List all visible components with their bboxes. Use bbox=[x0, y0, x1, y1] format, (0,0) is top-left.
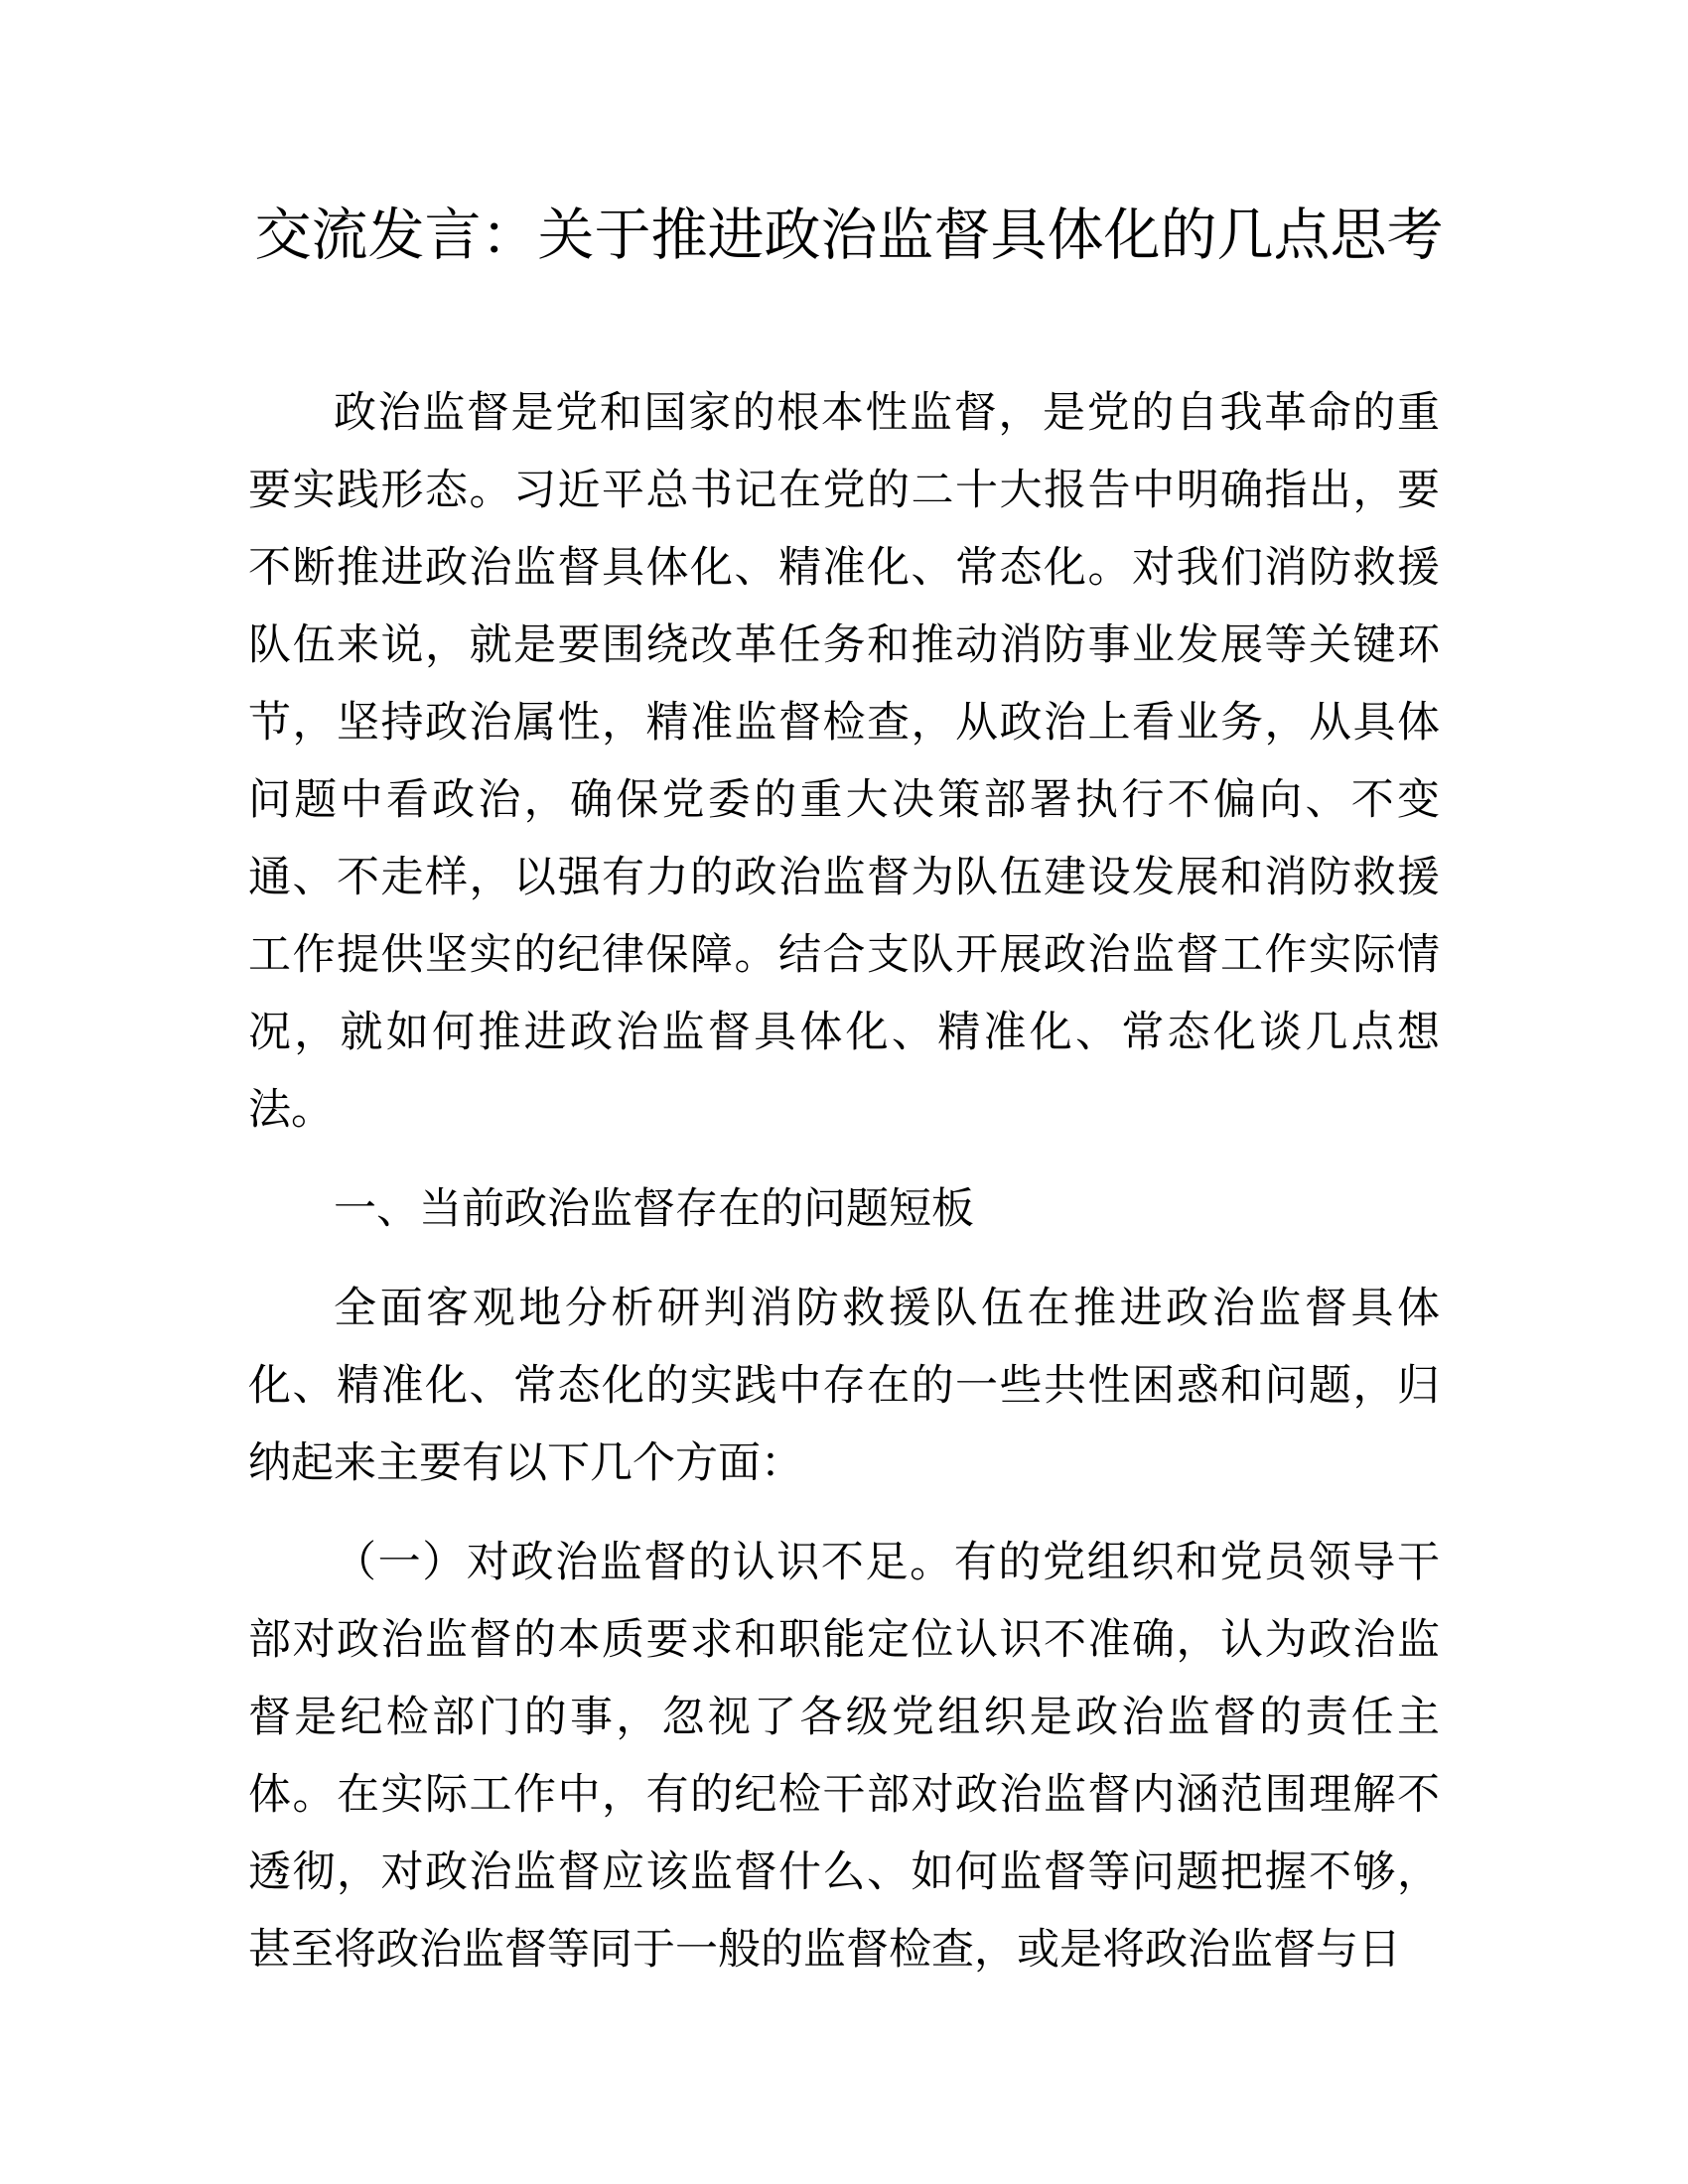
paragraph-intro: 政治监督是党和国家的根本性监督，是党的自我革命的重要实践形态。习近平总书记在党的二十大报告中明确指出，要不断推进政治监督具体化、精准化、常态化。对我们消防救援队伍来说，就是要围绕改革任务和推动消防事业发展等关键环节，坚持政治属性，精准监督检查，从政治上看业务，从具体问题中看政治，确保党委的重大决策部署执行不偏向、不变通、不走样，以强有力的政治监督为队伍建设发展和消防救援工作提供坚实的纪律保障。结合支队开展政治监督工作实际情况，就如何推进政治监督具体化、精准化、常态化谈几点想法。 bbox=[248, 388, 1440, 1135]
document-body bbox=[248, 374, 1440, 1988]
paragraph-subsection-1: （一）对政治监督的认识不足。有的党组织和党员领导干部对政治监督的本质要求和职能定位认识不准确，认为政治监督是纪检部门的事，忽视了各级党组织是政治监督的责任主体。在实际工作中，有的纪检干部对政治监督内涵范围理解不透彻，对政治监督应该监督什么、如何监督等问题把握不够，甚至将政治监督等同于一般的监督检查，或是将政治监督与日 bbox=[248, 1538, 1440, 1975]
section-heading-1: 一、当前政治监督存在的问题短板 bbox=[334, 1184, 974, 1234]
document-title: 交流发言：关于推进政治监督具体化的几点思考 bbox=[254, 203, 1444, 268]
paragraph-analysis: 全面客观地分析研判消防救援队伍在推进政治监督具体化、精准化、常态化的实践中存在的一些共性困惑和问题，归纳起来主要有以下几个方面： bbox=[248, 1284, 1440, 1488]
